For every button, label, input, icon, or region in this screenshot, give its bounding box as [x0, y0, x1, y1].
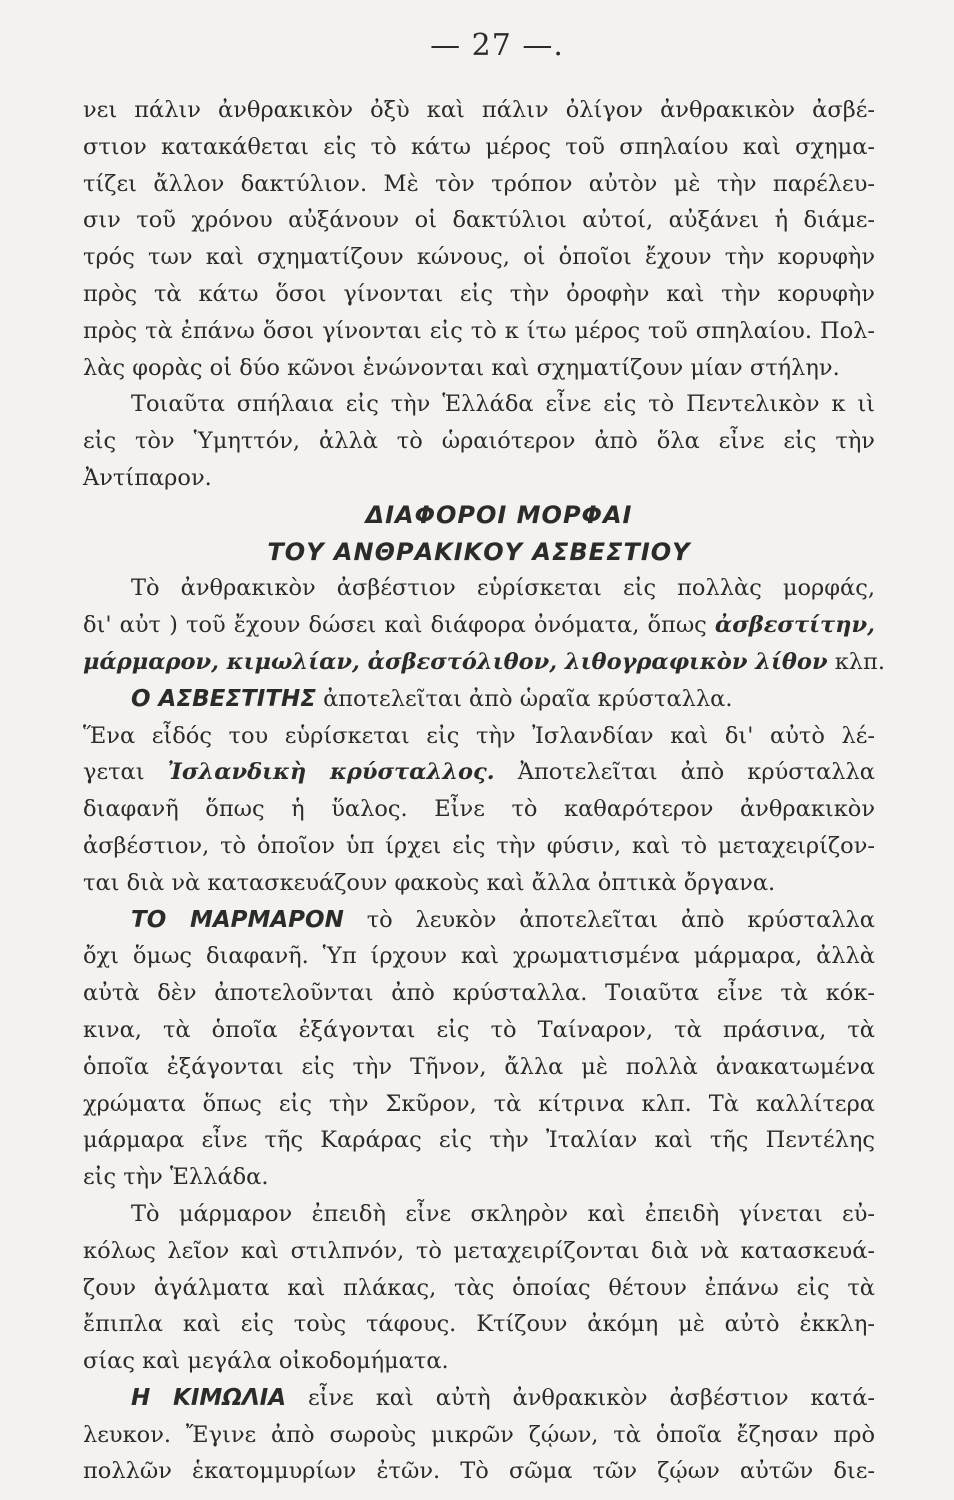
text-line: ται διὰ νὰ κατασκευάζουν φακοὺς καὶ ἄλλα ὀπτικὰ ὄργανα.	[83, 869, 776, 896]
text-line	[83, 1380, 875, 1417]
text-run: τὸ λευκὸν ἀποτελεῖται ἀπὸ κρύσταλλα	[343, 906, 876, 933]
text-line: πρὸς τὰ ἐπάνω ὅσοι γίνονται εἰς τὸ κ ίτω μέρος τοῦ σπηλαίου. Πολ-	[83, 317, 875, 344]
text-run: γεται	[83, 759, 168, 786]
text-line: πρὸς τὰ κάτω ὅσοι γίνονται εἰς τὴν ὀροφὴν καὶ τὴν κορυφὴν	[83, 280, 875, 307]
text-line: Ἀντίπαρον.	[83, 464, 212, 491]
text-line: Τὸ ἀνθρακικὸν ἀσβέστιον εὑρίσκεται εἰς πολλὰς μορφάς,	[131, 575, 875, 602]
text-line: ὁποῖα ἐξάγονται εἰς τὴν Τῆνον, ἄλλα μὲ πολλὰ ἀνακατωμένα	[83, 1053, 875, 1080]
text-run: Ἀποτελεῖται ἀπὸ κρύσταλλα	[494, 759, 875, 786]
page-body	[83, 92, 885, 1490]
text-line	[83, 902, 875, 939]
text-run: κλπ.	[827, 648, 885, 675]
term-emphasis: ἀσβεστίτην,	[714, 612, 875, 639]
text-line: κόλως λεῖον καὶ στιλπνόν, τὸ μεταχειρίζονται διὰ νὰ κατασκευά-	[83, 1237, 875, 1264]
text-line: ἀσβέστιον, τὸ ὁποῖον ὑπ ίρχει εἰς τὴν φύσιν, καὶ τὸ μεταχειρίζον-	[83, 832, 875, 859]
text-line	[83, 754, 875, 791]
text-line: πολλῶν ἑκατομμυρίων ἐτῶν. Τὸ σῶμα τῶν ζῴων αὐτῶν διε-	[83, 1458, 875, 1485]
text-line: κινα, τὰ ὁποῖα ἐξάγονται εἰς τὸ Ταίναρον, τὰ πράσινα, τὰ	[83, 1016, 875, 1043]
text-line: σιν τοῦ χρόνου αὐξάνουν οἱ δακτύλιοι αὐτοί, αὐξάνει ἡ διάμε-	[83, 207, 875, 234]
text-line	[83, 681, 875, 718]
text-line: νει πάλιν ἀνθρακικὸν ὀξὺ καὶ πάλιν ὀλίγον ἀνθρακικὸν ἀσβέ-	[83, 97, 875, 123]
text-line: λὰς φορὰς οἱ δύο κῶνοι ἑνώνονται καὶ σχηματίζουν μίαν στήλην.	[83, 354, 840, 381]
text-run: ἀποτελεῖται ἀπὸ ὡραῖα κρύσταλλα.	[315, 685, 733, 712]
text-line: ἔπιπλα καὶ εἰς τοὺς τάφους. Κτίζουν ἀκόμη μὲ αὐτὸ ἐκκλη-	[83, 1311, 875, 1338]
text-run: εἶνε καὶ αὐτὴ ἀνθρακικὸν ἀσβέστιον κατά-	[286, 1384, 875, 1411]
section-subheading: ΤΟΥ ΑΝΘΡΑΚΙΚΟΥ ΑΣΒΕΣΤΙΟΥ	[267, 537, 691, 566]
text-line: λευκον. Ἔγινε ἀπὸ σωροὺς μικρῶν ζῴων, τὰ ὁποῖα ἔζησαν πρὸ	[83, 1421, 875, 1448]
text-line: Τοιαῦτα σπήλαια εἰς τὴν Ἑλλάδα εἶνε εἰς τὸ Πεντελικὸν κ ιὶ	[131, 391, 875, 418]
subsection-title: ΤΟ ΜΑΡΜΑΡΟΝ	[131, 906, 344, 933]
text-run: δι' αὐτ ) τοῦ ἔχουν δώσει καὶ διάφορα ὀνόματα, ὅπως	[83, 612, 715, 639]
text-line	[83, 607, 875, 644]
text-line: σίας καὶ μεγάλα οἰκοδομήματα.	[83, 1348, 449, 1375]
text-line: στιον κατακάθεται εἰς τὸ κάτω μέρος τοῦ σπηλαίου καὶ σχημα-	[83, 133, 875, 160]
text-line: τίζει ἄλλον δακτύλιον. Μὲ τὸν τρόπον αὐτὸν μὲ τὴν παρέλευ-	[83, 170, 875, 197]
text-line: εἰς τὴν Ἑλλάδα.	[83, 1164, 269, 1191]
text-line: ζουν ἀγάλματα καὶ πλάκας, τὰς ὁποίας θέτουν ἐπάνω εἰς τὰ	[83, 1274, 875, 1301]
text-line: εἰς τὸν Ὑμηττόν, ἀλλὰ τὸ ὡραιότερον ἀπὸ ὅλα εἶνε εἰς τὴν	[83, 428, 875, 455]
text-line: μάρμαρα εἶνε τῆς Καράρας εἰς τὴν Ἰταλίαν καὶ τῆς Πεντέλης	[83, 1127, 875, 1154]
text-line: τρός των καὶ σχηματίζουν κώνους, οἱ ὁποῖοι ἔχουν τὴν κορυφὴν	[83, 244, 875, 271]
text-line	[83, 644, 885, 681]
text-line: ὄχι ὅμως διαφανῆ. Ὑπ ίρχουν καὶ χρωματισμένα μάρμαρα, ἀλλὰ	[83, 943, 875, 970]
text-line: Τὸ μάρμαρον ἐπειδὴ εἶνε σκληρὸν καὶ ἐπειδὴ γίνεται εὐ-	[131, 1200, 875, 1227]
text-line: διαφανῆ ὅπως ἡ ὕαλος. Εἶνε τὸ καθαρότερον ἀνθρακικὸν	[83, 796, 875, 823]
text-line: αὐτὰ δὲν ἀποτελοῦνται ἀπὸ κρύσταλλα. Τοιαῦτα εἶνε τὰ κόκ-	[83, 980, 875, 1007]
section-heading: ΔΙΑΦΟΡΟΙ ΜΟΡΦΑΙ	[365, 500, 633, 529]
text-line: Ἕνα εἶδός του εὑρίσκεται εἰς τὴν Ἰσλανδίαν καὶ δι' αὐτὸ λέ-	[83, 722, 875, 749]
text-line: χρώματα ὅπως εἰς τὴν Σκῦρον, τὰ κίτρινα κλπ. Τὰ καλλίτερα	[83, 1090, 875, 1117]
term-emphasis: Ἰσλανδικὴ κρύσταλλος.	[167, 759, 495, 786]
subsection-title: Η ΚΙΜΩΛΙΑ	[131, 1384, 287, 1411]
subsection-title: Ο ΑΣΒΕΣΤΙΤΗΣ	[131, 685, 316, 712]
page-number: — 27 —.	[430, 28, 564, 63]
term-emphasis: μάρμαρον, κιμωλίαν, ἀσβεστόλιθον, λιθογραφικὸν λίθον	[83, 648, 828, 675]
